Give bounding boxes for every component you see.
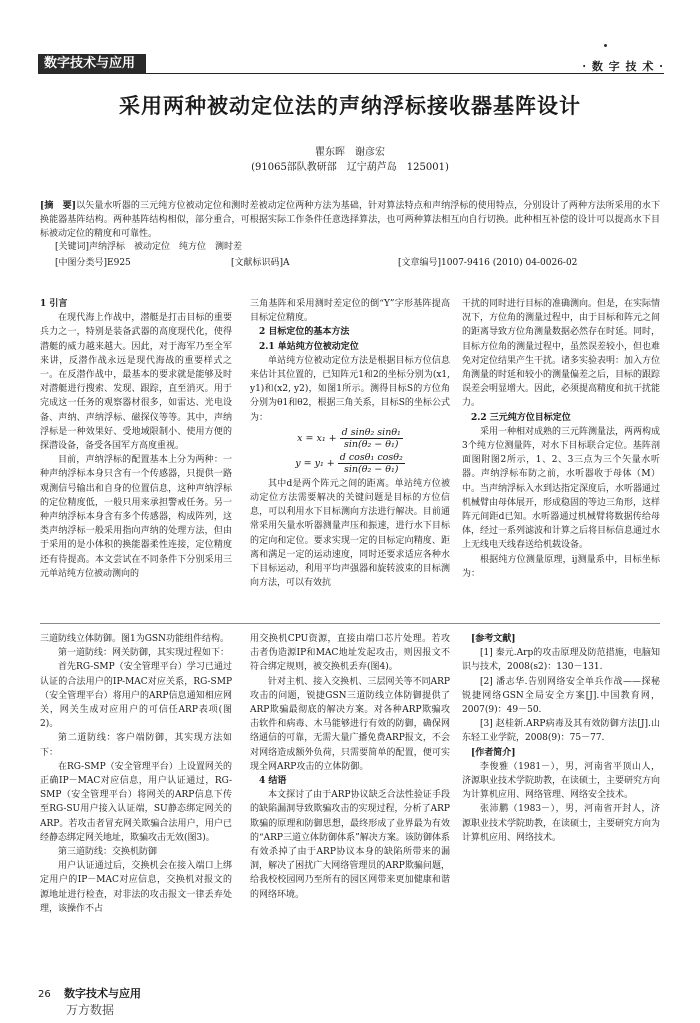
section-label: 数字技术与应用 [38,54,146,74]
eq-x-numerator: d sinθ₂ sinθ₁ [341,426,401,438]
paragraph: 用交换机CPU资源，直接由端口芯片处理。若攻击者伪造源IP和MAC地址发起攻击，则因报文不符合绑定规则，被交换机丢弃(图4)。 [250,634,450,673]
column-2 [250,297,450,590]
paragraph: 在现代海上作战中，潜艇是打击目标的重要兵力之一，特别是装备武器的高度现代化，使得潜艇的威力越来越大。因此，对于海军乃至全军来讲，反潜作战永远是现代海战的重要样式之一。在反潜作战中，最基本的要求就是能够及时对潜艇进行搜索、发现、跟踪，直至消灭。用于完成这一任务的观察器材很多，如雷达、光电设备、声纳、声纳浮标、磁探仪等等。其中，声纳浮标是一种效果好、受地域限制小、使用方便的探潜设备，备受各国军方高度重视。 [40,313,232,452]
keywords [55,241,242,254]
equation-x: x = x₁ + $\frac{\text{d sinθ₂ sinθ₁}}{\text{sin(θ₂ − θ₁)}}$ [297,426,401,450]
paragraph: [3] 赵桂新.ARP病毒及其有效防御方法[J].山东轻工业学院，2008(9)：75－77. [462,719,660,744]
abstract-label: [摘 要] [40,201,77,211]
paragraph: [2] 潘志华.告别网络安全单兵作战——探秘锐捷网络GSN全局安全方案[J].中国教育网，2007(9)：49－50. [462,676,660,716]
paragraph: 第二道防线：客户端防御，其实现方法如下： [40,733,232,758]
section-heading: [作者简介] [471,747,516,758]
abstract [40,199,660,241]
paragraph: 目前，声纳浮标的配置基本上分为两种：一种声纳浮标本身只含有一个传感器，只提供一路观测信号输出和自身的位置信息，这种声纳浮标的定位精度低，一般只用来承担警戒任务。另一种声纳浮标本身含有多个传感器，构成阵列，这类声纳浮标一般采用指向声纳的处理方法，但由于采用的是小体积的换能器柔性连接，定位精度还有待提高。本文尝试在不同条件下分别采用三元单站纯方位被动测向的 [40,455,232,579]
paragraph: 单站纯方位被动定位方法是根据目标方位信息来估计其位置的，已知阵元1和2的坐标分别为(x1, y1)和(x2, y2)，如图1所示。测得目标S的方位角分别为θ1和θ2，根据三角关系，目标S的坐标公式为： [250,355,450,423]
paragraph: 采用一种相对成熟的三元阵测量法，两两构成3个纯方位测量阵，对水下目标联合定位。基阵剖面图附图2所示，1、2、3三点为三个矢量水听器。声纳浮标布防之前，水听器收于母体（M）中。当声纳浮标入水到达指定深度后，水听器通过机械臂由母体展开，形成稳固的等边三角形，这样阵元间距d已知。水听器通过机械臂将数据传给母体，经过一系列滤波和计算之后将目标信息通过水上无线电天线春送给机载设备。 [462,426,661,551]
paragraph: 三道防线立体防御。图1为GSN功能组件结构。 [40,634,229,644]
journal-name: 数字技术与应用 [64,987,141,1000]
article-number: [文章编号]1007-9416 (2010) 04-0026-02 [398,258,578,268]
column-5 [250,632,450,902]
paragraph: 李俊雅（1981－），男，河南省平顶山人，济源职业技术学院助教，在读硕士，主要研究方向为计算机应用、网络管理、网络安全技术。 [462,761,661,801]
eq-y-denominator: sin(θ₂ − θ₁) [344,463,399,475]
paragraph: 本文探讨了由于ARP协议缺乏合法性验证手段的缺陷漏洞导致欺骗攻击的实现过程，分析了ARP欺骗的原理和防御思想，最终形成了业界最为有效的“ARP三道立体防御体系”解决方案。该防御体系有效杀掉了由于ARP协议本身的缺陷所带来的漏洞，解决了困扰广大网络管理员的ARP欺骗问题，给我校校园网乃至所有的园区网带来更加健康和谐的网络环境。 [250,790,450,900]
paragraph: 根据纯方位测量原理，ij测量系中，目标坐标为： [462,554,660,579]
keywords-label: [关键词] [55,242,90,252]
page-number: 26 [38,989,51,1000]
paragraph: 三角基阵和采用测时差定位的倒“Y”字形基阵提高目标定位精度。 [250,299,450,324]
column-6 [462,632,660,845]
affiliation: (91065部队教研部 辽宁葫芦岛 125001) [251,162,449,173]
paragraph: 首先RG-SMP（安全管理平台）学习已通过认证的合法用户的IP-MAC对应关系，RG-SMP（安全管理平台）将用户的ARP信息通知相应网关，网关生成对应用户的可信任ARP表项(图2)。 [40,662,232,730]
header-dot [604,44,607,47]
paragraph: 用户认证通过后，交换机会在接入端口上绑定用户的IP－MAC对应信息，交换机对报文的源地址进行检查，对非法的攻击报文一律丢弃处理，该操作不占 [40,861,232,914]
section-heading: [参考文献] [471,634,516,644]
paragraph: [1] 秦元.Arp的攻击原理及防范措施，电脑知识与技术，2008(s2)：130－131. [462,648,660,673]
section-heading: 2 目标定位的基本方法 [259,327,350,338]
paragraph: 针对主机、接入交换机、三层网关等不同ARP攻击的问题，锐捷GSN三道防线立体防御提供了ARP欺骗最彻底的解决方案。对各种ARP欺骗攻击软件和病毒、木马能够进行有效的防御，确保网络通信的可靠，无需大量广播免费ARP报文，不会对网络造成额外负荷，只需要简单的配置，便可实现全网ARP攻击的立体防御。 [250,676,450,772]
paragraph: 张沛鹏（1983－），男，河南省开封人，济源职业技术学院助教，在读硕士，主要研究方向为计算机应用、网络技术。 [462,804,661,843]
article-title: 采用两种被动定位法的声纳浮标接收器基阵设计 [119,93,581,118]
section-heading: 2.1 单站纯方位被动定位 [259,341,359,352]
column-3 [462,297,660,581]
section-heading: 2.2 三元纯方位目标定位 [471,412,571,423]
keywords-text: 声纳浮标 被动定位 纯方位 测时差 [89,242,243,252]
authors: 瞿东晖 谢彦宏 [315,147,385,158]
paragraph: 其中d是两个阵元之间的距离。单站纯方位被动定位方法需要解决的关键问题是目标的方位信息，可以利用水下目标测向方法进行解决。目前通常采用矢量水听器测量声压和振速，进行水下目标的定向和定位。要求实现一定的目标定向精度、距离和满足一定的运动速度，同时还要求适应各种水下目标运动，利用平均声强器和旋转波束的目标测向方法，可以有效抗 [250,478,450,589]
paragraph: 在RG-SMP（安全管理平台）上设置网关的正确IP－MAC对应信息，用户认证通过，RG-SMP（安全管理平台）将网关的ARP信息下传至RG-SU用户接入认证端，SU静态绑定网关的ARP。若攻击者冒充网关欺骗合法用户，用户已经静态绑定网关地址，欺骗攻击无效(图3)。 [40,761,232,843]
paragraph: 干扰的同时进行目标的准确测向。但是，在实际情况下，方位角的测量过程中，由于目标和阵元之间的距离导致方位角测量数据必然存在时延。同时，目标方位角的测量过程中，虽然误差较小，但也难免对定位结果产生干扰。诸多实验表明：加入方位角测量的时延和较小的测量偏差之后，目标的跟踪误差会明显增大。因此，必须提高精度和抗干扰能力。 [462,299,661,409]
clc-number: [中图分类号]E925 [55,258,131,268]
section-heading: 1 引言 [40,299,68,309]
section-divider [40,623,660,624]
paragraph: 第一道防线：网关防御，其实现过程如下： [58,648,230,659]
column-1 [40,297,232,581]
abstract-text: 以矢量水听器的三元纯方位被动定位和测时差被动定位两种方法为基础，针对算法特点和声纳浮标的使用特点，分别设计了两种方法所采用的水下换能器基阵结构。两种基阵结构相似，部分重合，可根据实际工作条件任意选择算法，也可两种算法相互向自行切换。此种相互补偿的设计可以提高水下目标被动定位的精度和可靠性。 [40,201,660,239]
document-code: [文献标识码]A [231,258,290,268]
section-heading: 4 结语 [259,776,287,787]
watermark: 万方数据 [66,1003,115,1017]
equation-y: y = y₁ + $\frac{\text{d cosθ₁ cosθ₂}}{\text{sin(θ₂ − θ₁)}}$ [295,451,403,475]
eq-y-numerator: d cosθ₁ cosθ₂ [339,451,403,463]
eq-x-denominator: sin(θ₂ − θ₁) [344,438,399,450]
running-header: · 数 字 技 术 · [582,60,664,73]
column-4 [40,632,232,916]
paragraph: 第三道防线：交换机防御 [58,847,158,858]
